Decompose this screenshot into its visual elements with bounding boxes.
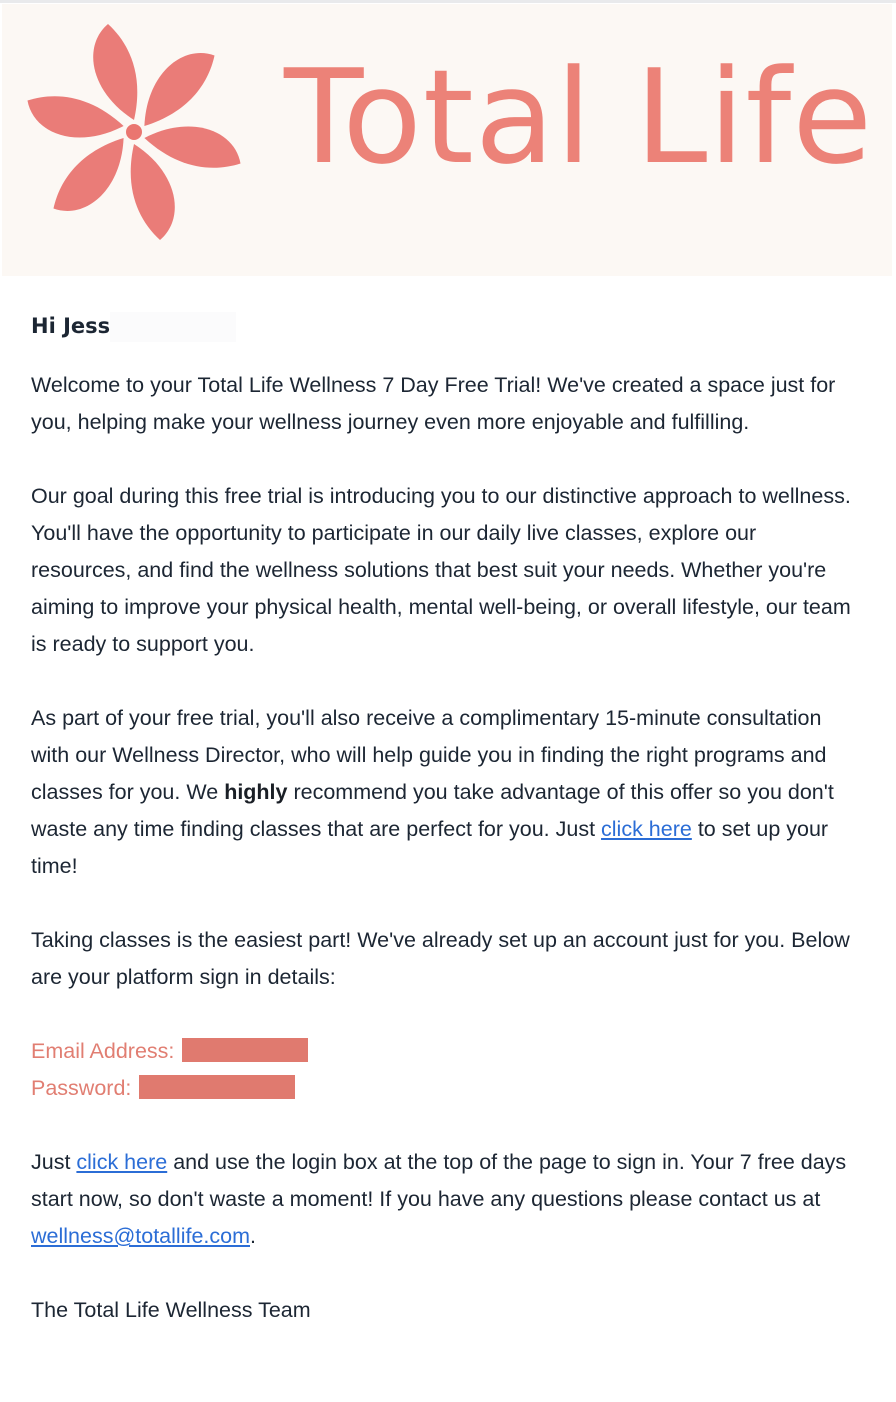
signin-text-3: . — [250, 1224, 256, 1248]
contact-email-link[interactable]: wellness@totallife.com — [31, 1224, 250, 1248]
greeting-text: Hi Jess — [31, 314, 111, 338]
greeting — [31, 308, 861, 345]
consultation-paragraph — [31, 700, 861, 885]
login-page-link[interactable]: click here — [76, 1150, 168, 1174]
schedule-consultation-link[interactable]: click here — [601, 817, 692, 841]
welcome-paragraph: Welcome to your Total Life Wellness 7 Day Free Trial! We've created a space just for you, helping make your wellness journey even more enjoyable and fulfilling. — [31, 373, 836, 434]
password-credential-row — [31, 1070, 861, 1107]
password-redaction — [139, 1075, 295, 1099]
signin-paragraph — [31, 1144, 861, 1255]
credentials-block — [31, 1033, 861, 1107]
email-redaction — [182, 1038, 308, 1062]
consult-text-1: As part of your free trial, you'll also receive a complimentary 15-minute consultation with our Wellness Director, who will help guide you in finding the right programs and classes for you. We — [31, 706, 827, 804]
top-border — [0, 0, 896, 3]
email-credential-row — [31, 1033, 861, 1070]
signin-text-2: and use the login box at the top of the page to sign in. Your 7 free days start now, so don't waste a moment! If you have any questions please contact us at — [31, 1150, 847, 1211]
signin-text-1: Just — [31, 1150, 77, 1174]
flower-icon — [2, 4, 262, 276]
brand-wordmark: Total Life — [284, 41, 874, 193]
consult-text-3: to set up your time! — [31, 817, 829, 878]
email-body — [31, 308, 861, 1366]
email-address-label: Email Address: — [31, 1039, 175, 1063]
goal-paragraph: Our goal during this free trial is introducing you to our distinctive approach to wellness. You'll have the opportunity to participate in our daily live classes, explore our resources, and find the wellness solutions that best suit your needs. Whether you're aiming to improve your physical health, mental well-being, or overall lifestyle, our team is ready to support you. — [31, 484, 851, 656]
classes-paragraph: Taking classes is the easiest part! We've already set up an account just for you. Below are your platform sign in details: — [31, 928, 850, 989]
password-label: Password: — [31, 1076, 132, 1100]
consult-text-2: recommend you take advantage of this offer so you don't waste any time finding classes that are perfect for you. Just — [31, 780, 834, 841]
greeting-highlight — [110, 312, 236, 342]
brand-header — [2, 4, 892, 276]
signature: The Total Life Wellness Team — [31, 1298, 311, 1322]
consult-emphasis: highly — [224, 780, 288, 804]
